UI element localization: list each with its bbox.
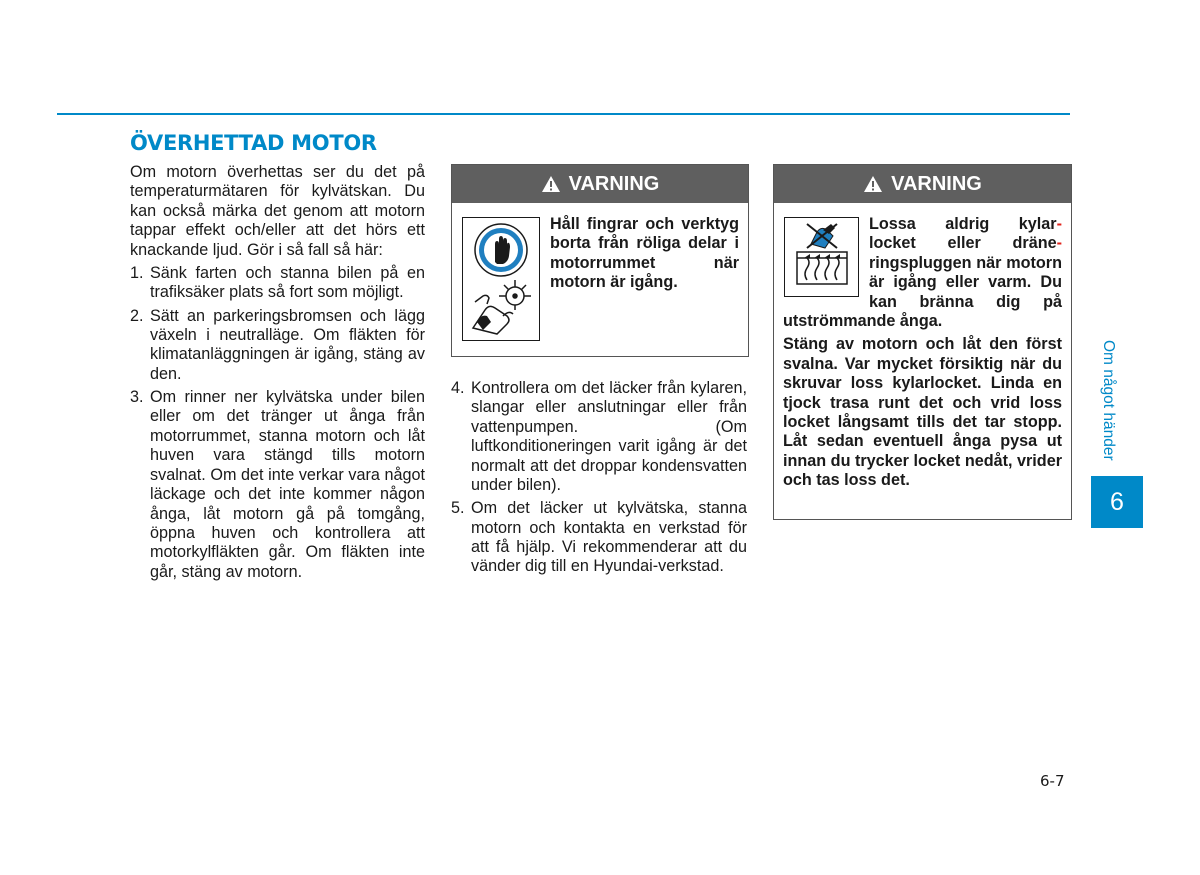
chapter-tab (1091, 476, 1143, 528)
step-number: 1. (130, 264, 144, 283)
step-text: Om rinner ner kylvätska under bilen eller om det tränger ut ånga från motorrummet, stanna motorn och låt huven vara stängd tills motorn svalnat. Om det inte verkar vara något läckage och det inte kommer någon ånga, låt motorn gå på tomgång, öppna huven och kontrollera att motorkylfläkten går. Om fläkten inte går, stäng av motorn. (150, 388, 425, 581)
list-item (130, 388, 425, 582)
warning-header (452, 165, 748, 203)
warning-box-radiator-cap (773, 164, 1072, 520)
chapter-number: 6 (1110, 487, 1124, 516)
column-middle (451, 379, 747, 581)
list-item (130, 307, 425, 385)
step-number: 4. (451, 379, 465, 397)
step-text: Om det läcker ut kylvätska, stanna motorn och kontakta en verkstad för att få hjälp. Vi rekommenderar att du vänder dig till en Hyundai-verkstad. (471, 499, 747, 576)
warning-triangle-icon (863, 175, 883, 193)
step-number: 2. (130, 306, 144, 325)
warning-text-part: ringspluggen när motorn är igång eller varm. Du kan bränna dig på utströmmande ånga. (783, 253, 1062, 331)
warning-label: VARNING (891, 172, 982, 195)
warning-box-moving-parts (451, 164, 749, 357)
page-number: 6-7 (1040, 772, 1065, 790)
section-title: ÖVERHETTAD MOTOR (130, 131, 377, 155)
list-item (451, 499, 747, 577)
warning-header (774, 165, 1071, 203)
hand-stop-fan-icon (462, 217, 540, 341)
top-rule (57, 113, 1070, 115)
hot-radiator-steam-icon (784, 217, 859, 297)
step-number: 5. (451, 499, 465, 518)
step-text: Kontrollera om det läcker från kylaren, slangar eller anslutningar eller från vattenpumpen. (Om luftkonditioneringen varit igång är det normalt att det droppar kondensvatten under bilen). (471, 379, 747, 495)
warning-body (774, 203, 1071, 491)
warning-triangle-icon (541, 175, 561, 193)
warning-text-part: Lossa aldrig kylar (869, 215, 1057, 233)
chapter-side-label (1100, 340, 1120, 475)
list-item (451, 379, 747, 495)
warning-text-1: Lossa aldrig kylar- locket eller dräne- ringspluggen när motorn är igång eller varm. Du kan bränna dig på utströmmande ånga. (783, 215, 1062, 331)
steps-list-1 (130, 264, 425, 582)
warning-body (452, 203, 748, 293)
warning-label: VARNING (568, 172, 660, 195)
steps-list-2 (451, 379, 747, 577)
chapter-title-vertical: Om något händer (1100, 340, 1117, 461)
warning-text-2: Stäng av motorn och låt den först svalna. Var mycket försiktig när du skruvar loss kylarlocket. Linda en tjock trasa runt det och vrid loss locket långsamt tills det tar stopp. Låt sedan eventuell ånga pysa ut innan du trycker locket nedåt, vrider och tas loss det. (783, 335, 1062, 490)
step-number: 3. (130, 388, 144, 407)
intro-paragraph: Om motorn överhettas ser du det på temperaturmätaren för kylvätskan. Du kan också märka det genom att motorn tappar effekt och/eller att det hörs ett knackande ljud. Gör i så fall så här: (130, 163, 425, 259)
warning-text-part: locket eller dräne (869, 234, 1057, 253)
step-text: Sätt an parkeringsbromsen och lägg växeln i neutralläge. Om fläkten för klimatanläggningen är igång, stäng av den. (150, 306, 425, 383)
step-text: Sänk farten och stanna bilen på en trafiksäker plats så fort som möjligt. (150, 264, 425, 302)
list-item (130, 264, 425, 303)
warning-text: Håll fingrar och verktyg borta från röliga delar i motorrummet när motorn är igång. (550, 215, 739, 292)
column-left (130, 163, 425, 586)
